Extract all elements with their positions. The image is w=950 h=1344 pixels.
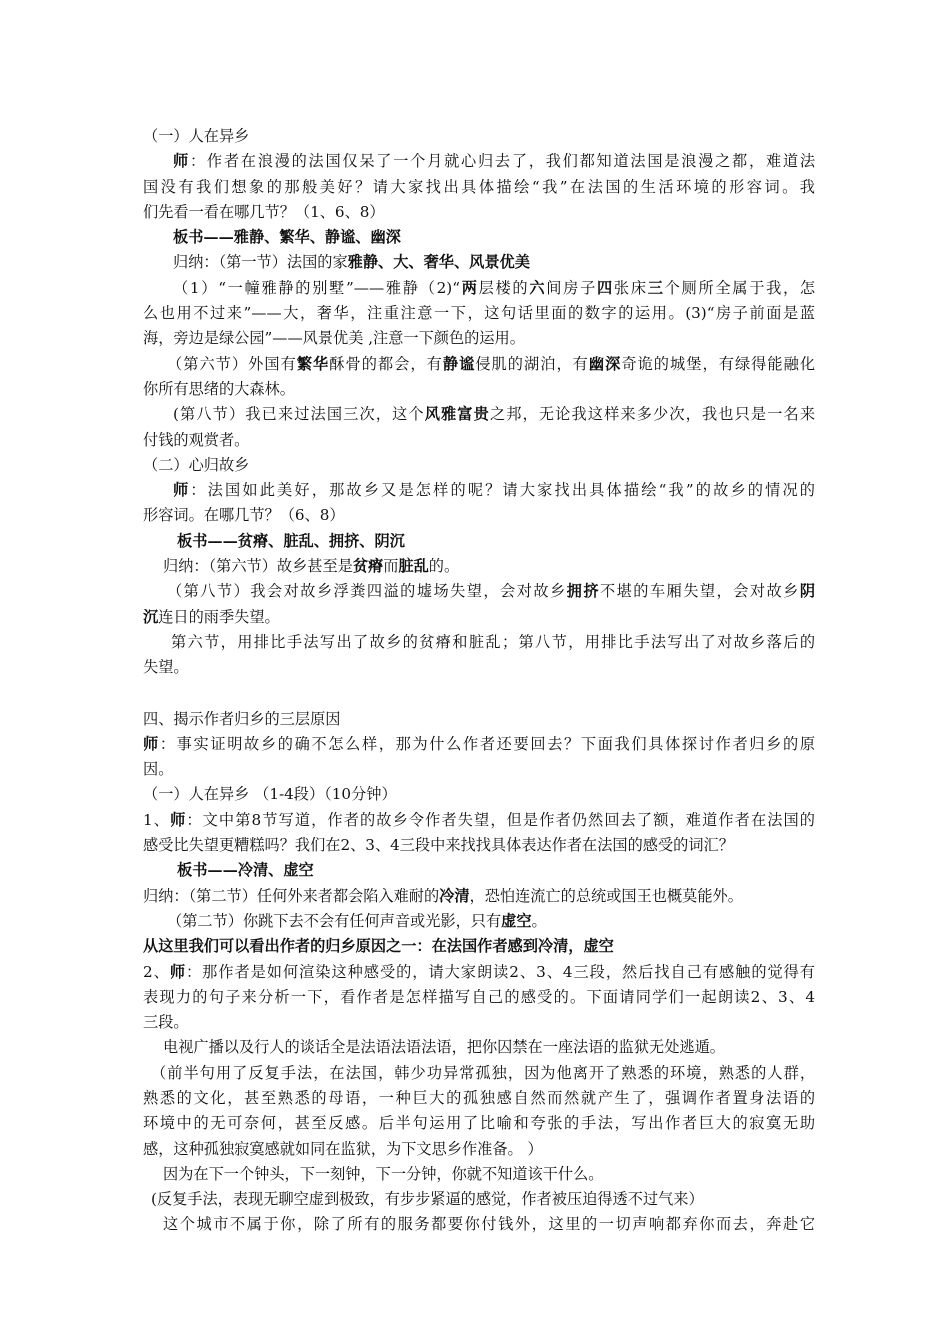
text-line [143,377,815,402]
text-segment: ：法国如此美好，那故乡又是怎样的呢？请大家找出具体描绘“我”的故乡的情况的 [190,481,815,500]
text-segment: (反复手法，表现无聊空虚到极致，有步步紧逼的感觉，作者被压迫得透不过气来） [151,1190,704,1209]
text-segment: 感，这种孤独寂寞感就如同在监狱，为下文思乡作准备。 ） [143,1139,543,1158]
bold-text: 师 [170,810,187,829]
text-line [143,985,815,1010]
text-line [143,529,815,554]
text-segment: ：事实证明故乡的确不怎么样，那为什么作者还要回去？下面我们具体探讨作者归乡的原 [159,734,815,753]
bold-text: 四 [597,278,614,297]
bold-text: 沉 [143,607,159,626]
bold-text: 静谧 [442,354,476,373]
text-line [143,1061,815,1086]
text-segment: 么也用不过来”——大，奢华，注重注意一下，这句话里面的数字的运用。(3)“房子前面是蓝 [143,304,815,323]
bold-text: 贫瘠 [352,557,384,576]
text-segment: ：那作者是如何渲染这种感受的，请大家朗读2、3、4三段，然后找自己有感触的觉得有 [185,962,815,981]
text-segment: 归纳：（第二节）任何外来者都会陷入难耐的 [143,886,440,905]
text-segment: 侵肌的湖泊，有 [475,354,589,373]
bold-text: 板书——贫瘠、脏乱、拥挤、阴沉 [177,531,405,550]
text-line [143,503,815,528]
text-line [143,1212,815,1237]
bold-text: 板书——雅静、繁华、静谧、幽深 [173,228,401,247]
text-segment: 三段。 [143,1013,189,1032]
text-segment: 付钱的观赏者。 [143,430,250,449]
text-segment: 失望。 [143,658,189,677]
text-segment: 电视广播以及行人的谈话全是法语法语法语，把你囚禁在一座法语的监狱无处逃遁。 [163,1038,725,1057]
text-segment: 环境中的无可奈何，甚至反感。后半句运用了比喻和夸张的手法，写出作者巨大的寂寞无助 [143,1114,815,1133]
text-segment: 不堪的车厢失望，会对故乡 [599,582,800,601]
text-segment: 第六节，用排比手法写出了故乡的贫瘠和脏乱；第八节，用排比手法写出了对故乡落后的 [171,632,815,651]
text-line [143,782,815,807]
text-segment: 酥骨的都会，有 [329,354,443,373]
text-line [143,1086,815,1111]
text-line [143,579,815,604]
text-line [143,833,815,858]
text-line [143,1137,815,1162]
text-segment: （1）“一幢雅静的别墅”——雅静（2)“ [173,278,460,297]
text-segment: 表现力的句子来分析一下，看作者是怎样描写自己的感受的。下面请同学们一起朗读2、3、4 [143,987,815,1006]
text-segment: （第八节）我会对故乡浮粪四溢的墟场失望，会对故乡 [167,582,567,601]
text-segment: 因。 [143,760,174,779]
text-segment: （二）心归故乡 [143,455,250,474]
text-line [143,250,815,275]
text-line [143,301,815,326]
text-segment: （第六节）外国有 [167,354,297,373]
text-segment: 因为在下一个钟头，下一刻钟，下一分钟，你就不知道该干什么。 [163,1164,604,1183]
bold-text: 六 [529,278,547,297]
text-segment: 连日的雨季失望。 [158,607,280,626]
text-line [143,960,815,985]
text-line [143,1035,815,1060]
bold-text: 风雅富贵 [424,405,490,424]
text-segment: 之邦，无论我这样来多少次，我也只是一名来 [489,405,815,424]
bold-text: 脏乱 [398,557,429,576]
bold-text: 两 [459,278,479,297]
text-line [143,934,815,959]
bold-text: 冷清 [439,886,470,905]
text-segment: 们先看一看在哪几节？（1、6、8） [143,202,385,221]
text-line [143,326,815,351]
text-segment: 归纳：（第六节）故乡甚至是 [163,557,353,576]
text-segment: （第二节）你跳下去不会有任何声音或光影，只有 [167,911,502,930]
text-segment: 。 [531,911,547,930]
text-line [143,707,815,732]
text-line [143,352,815,377]
bold-text: 师 [169,962,186,981]
text-segment: 的。 [428,557,460,576]
text-line [143,149,815,174]
text-line [143,428,815,453]
text-segment: (第八节）我已来过法国三次，这个 [173,405,425,424]
text-line [143,655,815,680]
text-line [143,605,815,630]
text-segment: 归纳：（第一节）法国的家 [173,253,348,272]
text-segment: （一）人在异乡 （1-4段）（10分钟） [143,785,397,804]
text-segment: 层楼的 [478,278,530,297]
bold-text: 板书——冷清、虚空 [177,861,314,880]
text-line [143,858,815,883]
text-segment: 感受比失望更糟糕吗？我们在2、3、4三段中来找找具体表达作者在法国的感受的词汇？ [143,836,734,855]
text-line [143,884,815,909]
text-segment: 海，旁边是绿公园”——风景优美 ,注意一下颜色的运用。 [143,329,525,348]
text-segment: 奇诡的城堡，有绿得能融化 [621,354,815,373]
bold-text: 幽深 [588,354,622,373]
bold-text: 雅静、大、奢华、风景优美 [347,253,530,272]
text-line [143,909,815,934]
text-line [143,732,815,757]
text-segment: 1、 [143,810,171,829]
text-line [143,402,815,427]
text-line [143,478,815,503]
bold-text: 从这里我们可以看出作者的归乡原因之一：在法国作者感到冷清，虚空 [143,937,614,956]
text-line [143,276,815,301]
text-segment: 形容词。在哪几节？（6、8） [143,506,345,525]
text-segment: 熟悉的文化，甚至熟悉的母语，一种巨大的孤独感自然而然就产生了，强调作者置身法语的 [143,1088,815,1107]
bold-text: 阴 [799,582,815,601]
bold-text: 三 [647,278,665,297]
text-line [143,200,815,225]
text-segment: 个厕所全属于我，怎 [664,278,815,297]
bold-text: 师 [143,734,160,753]
text-line [143,175,815,200]
document-body [143,124,815,1238]
text-segment: ，恐怕连流亡的总统或国王也概莫能外。 [469,886,743,905]
text-segment: 四、揭示作者归乡的三层原因 [143,709,341,728]
bold-text: 拥挤 [566,582,600,601]
text-line [143,554,815,579]
text-segment: 国没有我们想象的那般美好？请大家找出具体描绘“我”在法国的生活环境的形容词。我 [143,177,815,196]
bold-text: 师 [173,152,190,171]
bold-text: 师 [173,481,191,500]
text-segment: 这个城市不属于你，除了所有的服务都要你付钱外，这里的一切声响都弃你而去，奔赴它 [163,1215,815,1234]
text-segment: 张床 [613,278,648,297]
text-line [143,757,815,782]
text-segment: ：文中第8节写道，作者的故乡令作者失望，但是作者仍然回去了额，难道作者在法国的 [186,810,815,829]
text-line [143,630,815,655]
text-segment: 间房子 [546,278,597,297]
text-line [143,1111,815,1136]
bold-text: 虚空 [501,911,532,930]
text-segment: 而 [383,557,399,576]
text-line [143,808,815,833]
text-segment: 你所有思绪的大森林。 [143,379,295,398]
text-line [143,1010,815,1035]
blank-line [143,681,815,707]
text-segment: （一）人在异乡 [143,127,250,145]
text-segment: 2、 [143,962,170,981]
text-line [143,1162,815,1187]
text-segment: ：作者在浪漫的法国仅呆了一个月就心归去了，我们都知道法国是浪漫之都，难道法 [189,152,815,171]
text-segment: （前半句用了反复手法，在法国，韩少功异常孤独，因为他离开了熟悉的环境，熟悉的人群， [151,1063,815,1082]
text-line [143,124,815,149]
bold-text: 繁华 [296,354,330,373]
text-line [143,1187,815,1212]
text-line [143,453,815,478]
text-line [143,225,815,250]
